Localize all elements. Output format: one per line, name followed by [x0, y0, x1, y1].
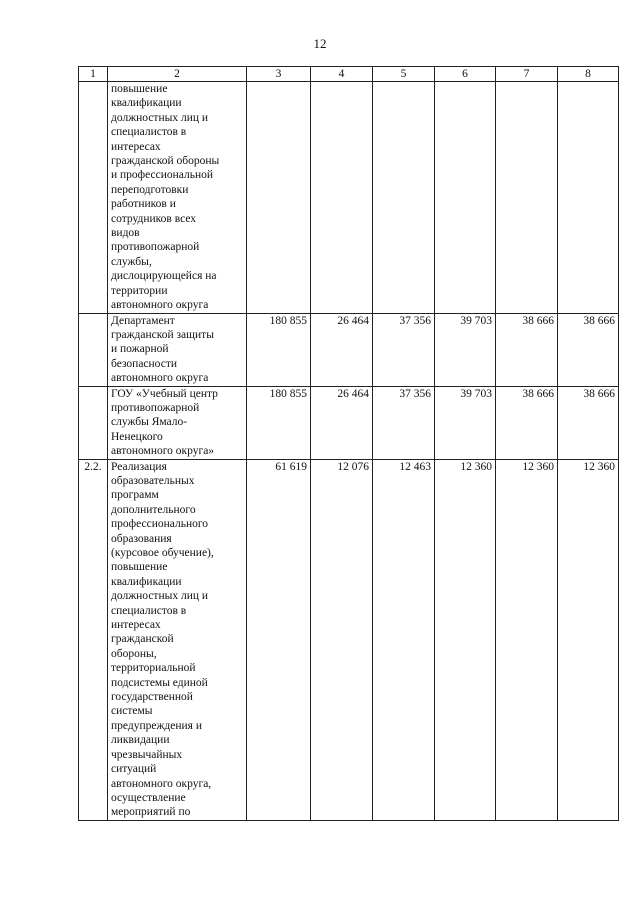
description-line: должностных лиц и [111, 111, 209, 124]
description-line: противопожарной [111, 401, 200, 414]
column-number-cell: 7 [496, 67, 558, 82]
row-index-cell [79, 82, 108, 314]
description-line: Департамент [111, 314, 175, 327]
description-line: противопожарной [111, 241, 200, 254]
description-line: профессионального [111, 518, 209, 531]
value-cell: 38 666 [496, 386, 558, 459]
description-line: безопасности [111, 357, 178, 370]
table-row [79, 386, 619, 459]
column-number-row [79, 67, 619, 82]
page-number: 12 [313, 36, 327, 51]
description-line: образовательных [111, 474, 195, 487]
description-line: обороны, [111, 647, 157, 660]
value-cell: 37 356 [373, 313, 435, 386]
description-line: должностных лиц и [111, 590, 209, 603]
description-line: дополнительного [111, 503, 196, 516]
description-line: автономного округа [111, 372, 209, 385]
description-line: (курсовое обучение), [111, 547, 214, 559]
description-line: подсистемы единой [111, 676, 208, 689]
value-cell: 38 666 [558, 386, 619, 459]
description-line: чрезвычайных [111, 748, 183, 761]
row-index-cell [79, 313, 108, 386]
description-line: Ненецкого [111, 430, 163, 443]
value-cell: 38 666 [558, 313, 619, 386]
description-line: программ [111, 489, 159, 502]
column-number-cell: 5 [373, 67, 435, 82]
value-cell: 12 360 [435, 459, 496, 820]
description-line: работников и [111, 198, 176, 211]
table-row [79, 459, 619, 820]
description-line: интересах [111, 619, 161, 632]
description-line: дислоцирующейся на [111, 270, 217, 283]
description-line: повышение [111, 561, 168, 574]
description-line: Реализация [111, 460, 167, 473]
column-number-cell: 2 [108, 67, 247, 82]
value-cell [496, 82, 558, 314]
description-line: государственной [111, 691, 193, 704]
value-cell: 12 360 [496, 459, 558, 820]
value-cell: 38 666 [496, 313, 558, 386]
value-cell: 12 360 [558, 459, 619, 820]
value-cell: 26 464 [311, 313, 373, 386]
column-number-cell: 6 [435, 67, 496, 82]
value-cell [558, 82, 619, 314]
description-line: повышение [111, 83, 168, 95]
value-cell: 180 855 [247, 386, 311, 459]
value-cell [247, 82, 311, 314]
value-cell: 37 356 [373, 386, 435, 459]
value-cell: 39 703 [435, 313, 496, 386]
description-line: специалистов в [111, 126, 187, 139]
description-line: переподготовки [111, 183, 189, 196]
row-description-cell [108, 313, 247, 386]
description-line: мероприятий по [111, 806, 191, 819]
description-line: ликвидации [111, 734, 170, 747]
description-line: территориальной [111, 662, 196, 675]
budget-table [78, 66, 619, 821]
value-cell: 39 703 [435, 386, 496, 459]
row-description-cell [108, 386, 247, 459]
description-line: гражданской обороны [111, 155, 220, 168]
description-line: системы [111, 705, 153, 718]
description-line: интересах [111, 140, 161, 153]
description-line: ГОУ «Учебный центр [111, 387, 218, 400]
row-description-cell [108, 459, 247, 820]
value-cell: 26 464 [311, 386, 373, 459]
column-number-cell: 4 [311, 67, 373, 82]
value-cell [373, 82, 435, 314]
row-description-cell [108, 82, 247, 314]
column-number-cell: 8 [558, 67, 619, 82]
table-row [79, 82, 619, 314]
row-index-cell: 2.2. [79, 459, 108, 820]
value-cell: 61 619 [247, 459, 311, 820]
description-line: и пожарной [111, 343, 169, 356]
description-line: видов [111, 227, 140, 240]
description-line: и профессиональной [111, 169, 214, 182]
description-line: квалификации [111, 575, 182, 588]
description-line: образования [111, 532, 172, 545]
value-cell: 12 076 [311, 459, 373, 820]
description-line: сотрудников всех [111, 212, 197, 225]
description-line: службы Ямало- [111, 416, 188, 429]
value-cell [311, 82, 373, 314]
row-index-cell [79, 386, 108, 459]
description-line: территории [111, 284, 168, 297]
description-line: гражданской [111, 633, 174, 646]
description-line: автономного округа, [111, 777, 212, 790]
column-number-cell: 1 [79, 67, 108, 82]
description-line: квалификации [111, 97, 182, 110]
value-cell: 12 463 [373, 459, 435, 820]
column-number-cell: 3 [247, 67, 311, 82]
description-line: автономного округа» [111, 445, 215, 458]
value-cell: 180 855 [247, 313, 311, 386]
description-line: специалистов в [111, 604, 187, 617]
description-line: ситуаций [111, 763, 157, 776]
description-line: осуществление [111, 791, 186, 804]
value-cell [435, 82, 496, 314]
description-line: предупреждения и [111, 719, 202, 732]
description-line: гражданской защиты [111, 328, 214, 341]
description-line: службы, [111, 255, 152, 268]
table-row [79, 313, 619, 386]
description-line: автономного округа [111, 299, 209, 312]
